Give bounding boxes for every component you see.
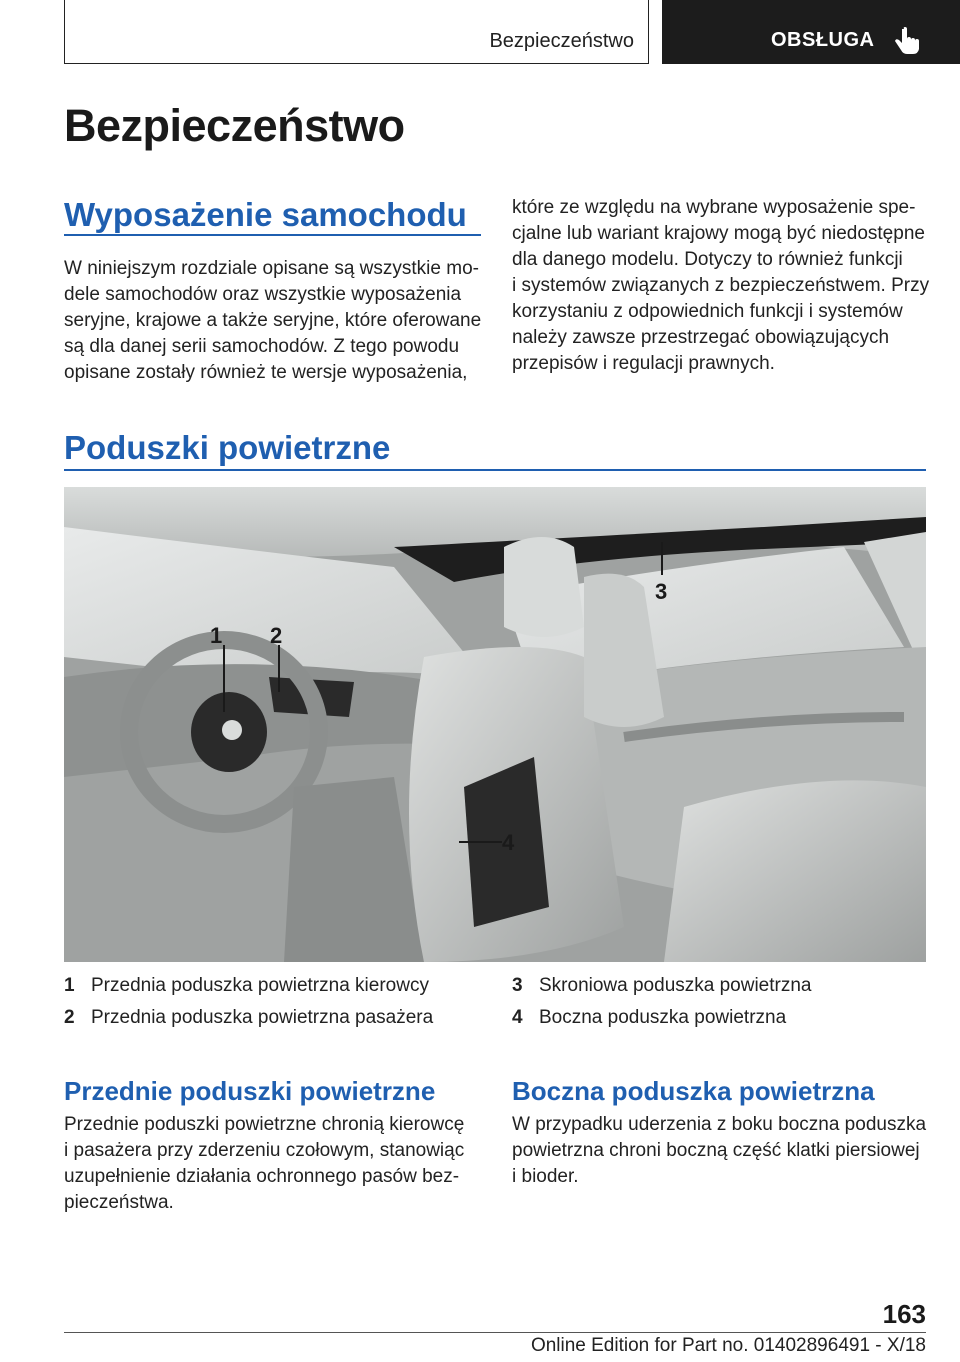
figure-label-3: 3 [655,579,668,604]
airbag-locations-illustration [64,487,926,962]
figure-label-4: 4 [502,830,515,855]
legend-item [64,1007,484,1039]
equipment-heading: Wyposażenie samochodu [64,196,467,233]
equipment-text-col1: W niniejszym rozdziale opisane są wszystkie mo- dele samochodów oraz wszystkie wyposażenia seryjne, krajowe a także seryjne, które oferowane są dla danej serii samochodów. Z tego powodu opisane zostały również te wersje wyposażenia, [64,258,482,383]
airbags-heading-rule [64,469,926,471]
header-chapter-tab[interactable] [662,0,960,64]
footer-edition: Online Edition for Part no. 01402896491 - X/18 [530,1335,926,1356]
legend-number: 4 [512,1007,523,1028]
header-section-title: Bezpieczeństwo [489,30,634,52]
airbag-legend-left [64,975,484,1039]
figure-label-1: 1 [210,623,223,648]
legend-item [512,1007,932,1039]
equipment-heading-rule [64,234,481,236]
header-chapter-label: OBSŁUGA [771,29,875,51]
page-title: Bezpieczeństwo [64,100,405,151]
legend-number: 1 [64,975,75,996]
airbags-heading: Poduszki powietrzne [64,429,391,466]
airbag-legend-right [512,975,932,1039]
front-airbags-heading: Przednie poduszki powietrzne [64,1076,436,1106]
legend-text: Przednia poduszka powietrzna kierowcy [91,975,429,996]
legend-text: Boczna poduszka powietrzna [539,1007,787,1028]
footer-rule [64,1332,926,1333]
equipment-text-col2: które ze względu na wybrane wyposażenie spe- cjalne lub wariant krajowy mogą być niedostępne dla danego modelu. Dotyczy to również funkcji i systemów związanych z bezpieczeństwem. Przy korzystaniu z odpowiednich funkcji i systemów należy zawsze przestrzegać obowiązujących przepisów i regulacji prawnych. [512,197,930,374]
legend-text: Przednia poduszka powietrzna pasażera [91,1007,434,1028]
page-number: 163 [882,1299,926,1329]
side-airbag-text: W przypadku uderzenia z boku boczna poduszka powietrzna chroni boczną część klatki piersiowej i bioder. [512,1114,927,1187]
side-airbag-heading: Boczna poduszka powietrzna [512,1076,875,1106]
legend-text: Skroniowa poduszka powietrzna [539,975,812,996]
legend-number: 2 [64,1007,75,1028]
header-section-box [64,0,649,64]
legend-item [512,975,932,1007]
legend-item [64,975,484,1007]
pointing-hand-icon [895,27,921,55]
figure-label-2: 2 [270,623,283,648]
legend-number: 3 [512,975,523,996]
front-airbags-text: Przednie poduszki powietrzne chronią kierowcę i pasażera przy zderzeniu czołowym, stanowiąc uzupełnienie działania ochronnego pasów bez- pieczeństwa. [64,1114,465,1213]
